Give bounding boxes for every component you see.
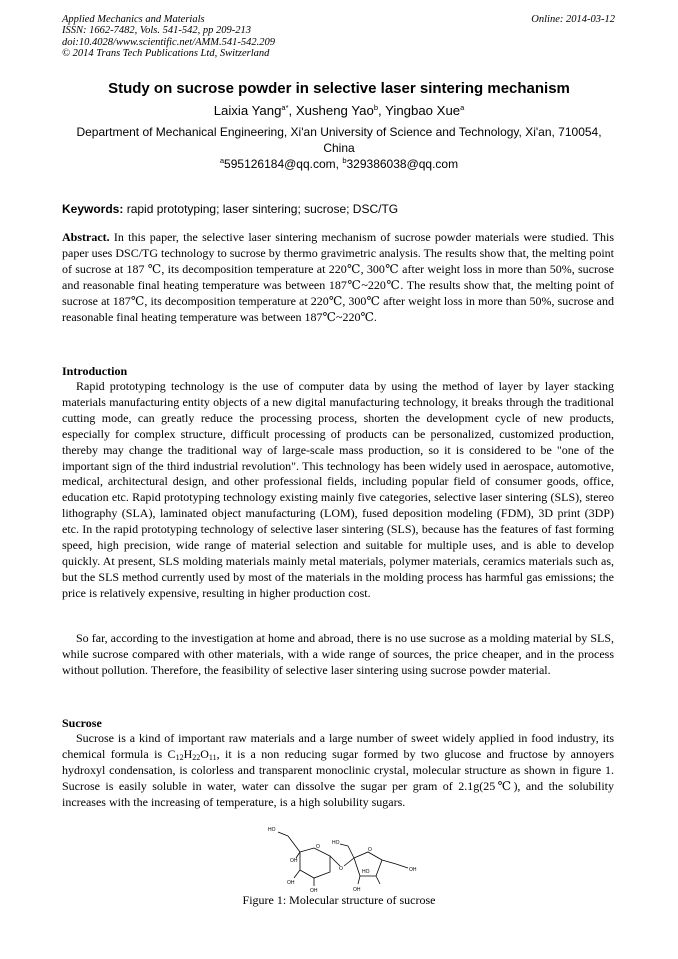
journal-copyright: © 2014 Trans Tech Publications Ltd, Switzerland — [62, 48, 270, 60]
atom-label: HO — [332, 840, 340, 846]
keywords-text: rapid prototyping; laser sintering; sucrose; DSC/TG — [123, 202, 399, 216]
atom-label: O — [368, 847, 372, 853]
chemical-formula: $C_{12}H_{22}O_{11}$ — [167, 746, 217, 762]
journal-name: Applied Mechanics and Materials — [62, 14, 205, 25]
introduction-heading: Introduction — [62, 364, 128, 378]
introduction-paragraph-2: So far, according to the investigation at home and abroad, there is no use sucrose as a molding material by SLS, while sucrose compared with other materials, with a wide range of sources, the price cheaper, and in the process without pollution. Therefore, the feasibility of selective laser sintering using sucrose powder material. — [62, 631, 614, 677]
atom-label: HO — [362, 869, 370, 875]
atom-label: OH — [287, 880, 295, 886]
atom-label: OH — [310, 888, 318, 894]
figure-caption: Figure 1: Molecular structure of sucrose — [242, 893, 436, 907]
atom-label: O — [316, 844, 320, 850]
sucrose-paragraph: Sucrose is a kind of important raw materials and a large number of sweet widely applied in food industry, its chemical formula is $C_{12}H_{22}O_{11}$, it is a non reducing sugar formed by two glucose and fructose by annoyers hydroxyl condensation, is colorless and transparent monoclinic crystal, molecular structure as shown in figure 1. Sucrose is easily soluble in water, water can dissolve the sugar per gram of 2.1g(25℃), and the solubility increases with the increasing of temperature, is a high solubility sugars. — [62, 731, 614, 809]
abstract-text: In this paper, the selective laser sintering mechanism of sucrose powder materials were studied. This paper uses DSC/TG technology to sucrose by thermo gravimetric analysis. The results show that, the melting point of sucrose at 187 ℃, its decomposition temperature at 220℃, 300℃ after weight loss in more than 50%, sucrose and reasonable final heating temperature was between 187℃~220℃. The results show that, the melting point of sucrose at 187℃, its decomposition temperature at 220℃, 300℃ after weight loss in more than 50%, sucrose and reasonable final heating temperature was between 187℃~220℃. — [62, 230, 614, 324]
author: Xusheng Yao$^b$, — [295, 103, 386, 118]
abstract — [62, 230, 614, 325]
molecule-bonds — [278, 832, 408, 886]
author-list — [0, 103, 678, 118]
keywords-label: Keywords: — [62, 202, 124, 216]
journal-doi: doi:10.4028/www.scientific.net/AMM.541-542.209 — [62, 36, 275, 48]
sucrose-molecule-diagram — [250, 822, 430, 894]
atom-label: O — [339, 866, 343, 872]
introduction-paragraph-1: Rapid prototyping technology is the use of computer data by using the method of layer by layer stacking materials manufacturing entity objects of a new digital manufacturing technology, it breaks through the traditional cutting mode, can greatly reduce the processing process, shorten the development cycle of new products, especially for complex structure, difficult processing of products can be personalized, customized production, thereby may change the traditional way of large-scale mass production, so it is considered to be "one of the important sign of the third industrial revolution". This technology has been widely used in aerospace, automotive, medical, architectural design, and other professional fields, including popular field of consumer goods, office, education etc. Rapid prototyping technology existing mainly five categories, selective laser sintering (SLS), stereo lithography (SLA), laminated object manufacturing (LOM), fused deposition modeling (FDM), 3D print (3DP) etc. In the rapid prototyping technology of selective laser sintering (SLS), because has the features of fast forming speed, high precision, wide range of material selection and suitable for multiple uses, and is able to develop quickly. At present, SLS molding materials mainly metal materials, polymer materials, ceramics materials such as, but the SLS method currently used by most of the materials in the molding process has harmful gas emissions; the price is relatively expensive, resulting in higher production cost. — [62, 379, 614, 600]
journal-issn: ISSN: 1662-7482, Vols. 541-542, pp 209-213 — [62, 25, 251, 37]
atom-label: HO — [268, 827, 276, 833]
atom-label: OH — [353, 887, 361, 893]
atom-label: OH — [409, 867, 417, 873]
email: $^a$595126184@qq.com, — [219, 156, 343, 171]
author: Laixia Yang$^{a*}$, — [213, 103, 296, 118]
atom-label: OH — [290, 858, 298, 864]
author: Yingbao Xue$^a$ — [385, 103, 465, 118]
abstract-label: Abstract. — [62, 230, 110, 244]
sucrose-heading: Sucrose — [62, 716, 102, 730]
keywords — [62, 202, 398, 216]
email: $^b$329386038@qq.com — [342, 156, 459, 171]
affiliation: Department of Mechanical Engineering, Xi'an University of Science and Technology, Xi'an, 710054, China — [76, 125, 602, 155]
email-list — [0, 157, 678, 171]
online-date: Online: 2014-03-12 — [531, 14, 615, 25]
paper-title: Study on sucrose powder in selective laser sintering mechanism — [108, 80, 570, 97]
